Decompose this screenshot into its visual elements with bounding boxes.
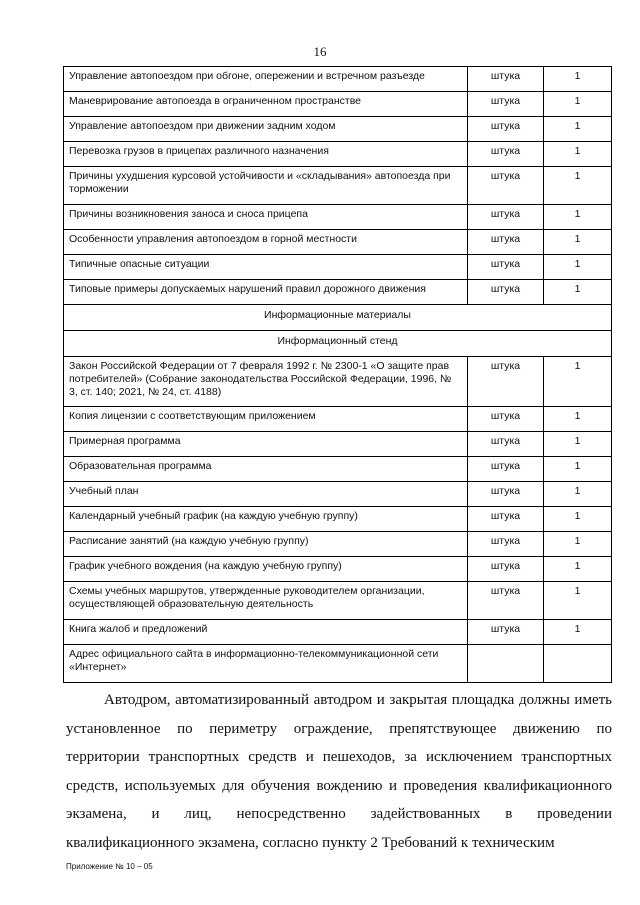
body-paragraph: Автодром, автоматизированный автодром и закрытая площадка должны иметь установленное по периметру ограждение, препятствующее движению по территории транспортных средств и пешеходов, за исключением транспортных средств, используемых для обучения вождению и проведения квалификационного экзамена, и лиц, непосредственно задействованных в проведении квалификационного экзамена, согласно пункту 2 Требований к техническим [66,692,612,851]
table-row [64,167,612,205]
item-name: Образовательная программа [64,457,468,482]
item-quantity: 1 [544,142,612,167]
item-unit: штука [468,92,544,117]
equipment-table [63,66,612,683]
table-row [64,582,612,620]
item-unit: штука [468,432,544,457]
item-name: Схемы учебных маршрутов, утвержденные руководителем организации, осуществляющей образовательную деятельность [64,582,468,620]
table-row [64,507,612,532]
table-row [64,142,612,167]
footer-note: Приложение № 10 – 05 [66,862,153,871]
item-name: Адрес официального сайта в информационно-телекоммуникационной сети «Интернет» [64,645,468,683]
table-row [64,620,612,645]
item-quantity: 1 [544,280,612,305]
item-quantity: 1 [544,117,612,142]
item-quantity: 1 [544,167,612,205]
item-name: График учебного вождения (на каждую учебную группу) [64,557,468,582]
item-quantity: 1 [544,482,612,507]
body-text [66,686,612,857]
item-name: Закон Российской Федерации от 7 февраля 1992 г. № 2300-1 «О защите прав потребителей» (Собрание законодательства Российской Федерации, 1996, № 3, ст. 140; 2021, № 24, ст. 4188) [64,357,468,407]
page-number: 16 [313,44,327,59]
item-name: Маневрирование автопоезда в ограниченном пространстве [64,92,468,117]
item-quantity: 1 [544,507,612,532]
item-quantity: 1 [544,457,612,482]
item-unit: штука [468,255,544,280]
table-row [64,92,612,117]
item-unit: штука [468,205,544,230]
item-quantity: 1 [544,230,612,255]
item-name: Копия лицензии с соответствующим приложением [64,407,468,432]
item-name: Перевозка грузов в прицепах различного назначения [64,142,468,167]
item-quantity: 1 [544,92,612,117]
item-unit: штука [468,230,544,255]
table-row [64,117,612,142]
section-row [64,331,612,357]
item-unit: штука [468,142,544,167]
table-row [64,280,612,305]
item-quantity: 1 [544,407,612,432]
item-name: Управление автопоездом при движении задним ходом [64,117,468,142]
item-unit: штука [468,557,544,582]
item-name: Расписание занятий (на каждую учебную группу) [64,532,468,557]
item-unit: штука [468,167,544,205]
item-unit: штука [468,280,544,305]
item-unit: штука [468,457,544,482]
item-name: Причины возникновения заноса и сноса прицепа [64,205,468,230]
item-quantity: 1 [544,582,612,620]
item-name: Учебный план [64,482,468,507]
item-unit: штука [468,582,544,620]
item-name: Управление автопоездом при обгоне, опережении и встречном разъезде [64,67,468,92]
item-name: Типичные опасные ситуации [64,255,468,280]
table-row [64,482,612,507]
table-row [64,645,612,683]
section-heading: Информационные материалы [64,305,612,331]
item-unit: штука [468,507,544,532]
item-name: Календарный учебный график (на каждую учебную группу) [64,507,468,532]
section-row [64,305,612,331]
table-row [64,255,612,280]
item-name: Особенности управления автопоездом в горной местности [64,230,468,255]
item-unit: штука [468,532,544,557]
item-quantity: 1 [544,357,612,407]
item-quantity: 1 [544,532,612,557]
section-heading: Информационный стенд [64,331,612,357]
item-quantity: 1 [544,255,612,280]
item-name: Типовые примеры допускаемых нарушений правил дорожного движения [64,280,468,305]
item-quantity [544,645,612,683]
table-row [64,205,612,230]
item-unit: штука [468,620,544,645]
table-row [64,532,612,557]
item-quantity: 1 [544,205,612,230]
table-row [64,557,612,582]
item-name: Книга жалоб и предложений [64,620,468,645]
item-quantity: 1 [544,432,612,457]
item-unit [468,645,544,683]
item-name: Причины ухудшения курсовой устойчивости и «складывания» автопоезда при торможении [64,167,468,205]
item-quantity: 1 [544,67,612,92]
item-name: Примерная программа [64,432,468,457]
item-quantity: 1 [544,557,612,582]
item-unit: штука [468,117,544,142]
table-row [64,67,612,92]
item-unit: штука [468,357,544,407]
item-unit: штука [468,482,544,507]
table-row [64,357,612,407]
table-row [64,432,612,457]
table-row [64,407,612,432]
table-row [64,457,612,482]
item-unit: штука [468,67,544,92]
table-row [64,230,612,255]
item-quantity: 1 [544,620,612,645]
item-unit: штука [468,407,544,432]
